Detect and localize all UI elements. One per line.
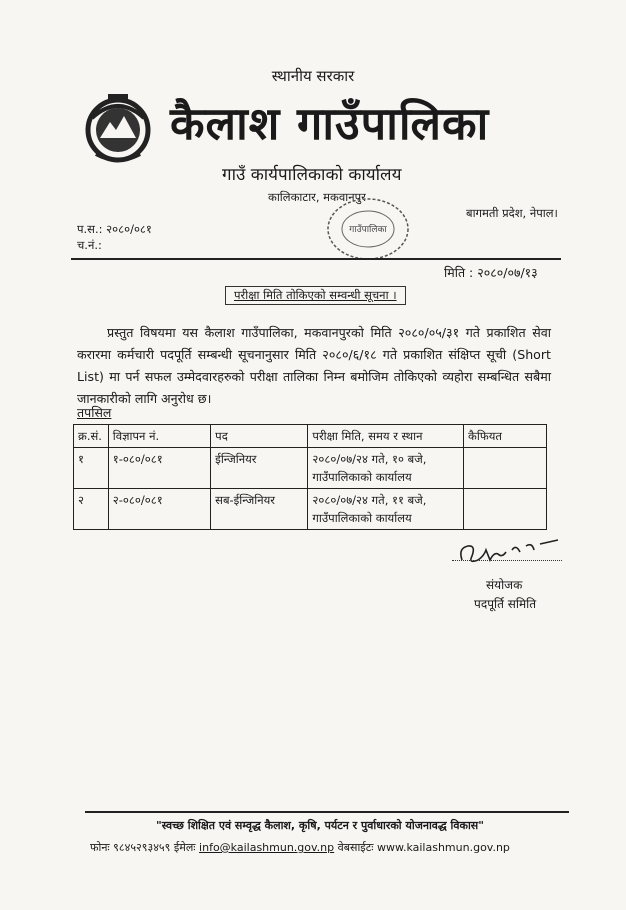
signature-line — [452, 560, 562, 561]
cell-post: ईन्जिनियर — [211, 448, 308, 489]
cell-ad-no: १-०८०/०८१ — [108, 448, 210, 489]
office-address: कालिकाटार, मकवानपुर — [268, 190, 366, 204]
reference-ch — [77, 238, 102, 253]
header-sn: क्र.सं. — [74, 425, 109, 448]
ps-label: प.स.: — [77, 222, 103, 236]
nepal-emblem-logo — [78, 88, 158, 168]
cell-remarks — [464, 448, 547, 489]
cell-ad-no: २-०८०/०८१ — [108, 489, 210, 530]
cell-sn: २ — [74, 489, 109, 530]
table-row — [74, 448, 547, 489]
stamp-text: गाउँपालिका — [349, 225, 387, 235]
signatory-committee: पदपूर्ति समिति — [474, 597, 537, 611]
header-remarks: कैफियत — [464, 425, 547, 448]
phone-label: फोनः — [90, 841, 110, 854]
notice-body — [77, 322, 551, 410]
cell-exam-info: २०८०/०७/२४ गते, १० बजे, गाउँपालिकाको कार्यालय — [308, 448, 464, 489]
cell-exam-info: २०८०/०७/२४ गते, ११ बजे, गाउँपालिकाको कार्यालय — [308, 489, 464, 530]
header-post: पद — [211, 425, 308, 448]
footer-contact — [90, 840, 510, 855]
date-value: २०८०/०७/१३ — [477, 265, 538, 280]
exam-schedule-table — [73, 424, 547, 530]
letter-date — [444, 264, 538, 281]
email-label: ईमेलः — [173, 841, 196, 854]
footer-divider — [85, 811, 569, 813]
table-title: तपसिल — [77, 405, 112, 420]
ps-value: २०८०/०८१ — [106, 222, 152, 236]
reference-ps — [77, 222, 152, 237]
website-link[interactable]: www.kailashmun.gov.np — [376, 841, 510, 854]
government-level-label: स्थानीय सरकार — [271, 67, 355, 85]
cell-remarks — [464, 489, 547, 530]
phone-number: ९८४५२९३४५९ — [113, 841, 171, 854]
office-name: गाउँ कार्यपालिकाको कार्यालय — [222, 165, 402, 185]
ch-label: च.नं.: — [77, 238, 102, 252]
header-ad-no: विज्ञापन नं. — [108, 425, 210, 448]
header-exam-info: परीक्षा मिति, समय र स्थान — [308, 425, 464, 448]
table-row — [74, 489, 547, 530]
notice-subject: परीक्षा मिति तोकिएको सम्वन्धी सूचना । — [225, 286, 406, 305]
header-divider — [71, 258, 561, 260]
signatory-role: संयोजक — [486, 578, 523, 592]
handwritten-signature — [454, 530, 564, 575]
cell-post: सब-ईन्जिनियर — [211, 489, 308, 530]
province-label: बागमती प्रदेश, नेपाल। — [466, 206, 558, 220]
footer-slogan: "स्वच्छ शिक्षित एवं सम्वृद्ध कैलाश, कृषि, पर्यटन र पुर्वाधारको योजनावद्ध विकास" — [156, 819, 484, 832]
municipality-name: कैलाश गाउँपालिका — [170, 97, 490, 150]
office-stamp — [320, 192, 416, 266]
website-label: वेबसाईटः — [337, 841, 374, 854]
table-header-row — [74, 425, 547, 448]
date-label: मिति : — [444, 265, 474, 280]
cell-sn: १ — [74, 448, 109, 489]
email-link[interactable]: info@kailashmun.gov.np — [199, 841, 335, 854]
notice-body-text: प्रस्तुत विषयमा यस कैलाश गाउँपालिका, मकवानपुरको मिति २०८०/०५/३१ गते प्रकाशित सेवा करारमा कर्मचारी पदपूर्ति सम्बन्धी सूचनानुसार मिति २०८०/६/१८ गते प्रकाशित संक्षिप्त सूची (Short List) मा पर्न सफल उम्मेदवारहरुको परीक्षा तालिका निम्न बमोजिम तोकिएको व्यहोरा सम्बन्धित सबैमा जानकारीको लागि अनुरोध छ। — [77, 325, 551, 406]
